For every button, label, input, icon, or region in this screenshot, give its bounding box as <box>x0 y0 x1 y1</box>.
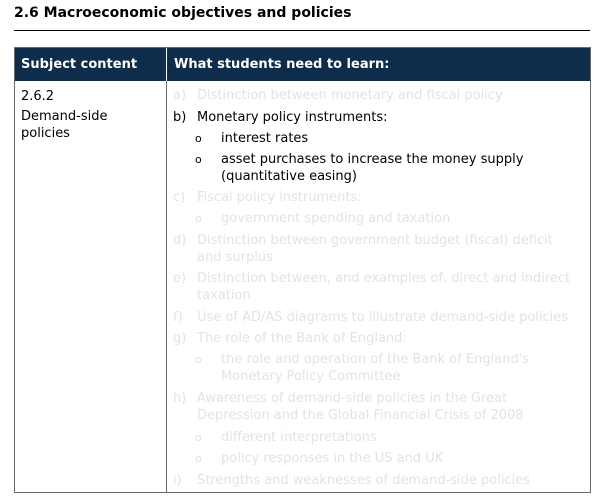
list-item-i: i) Strengths and weaknesses of demand-side policies <box>173 473 530 488</box>
list-subitem-c1: o government spending and taxation <box>195 211 451 226</box>
list-item-f: f) Use of AD/AS diagrams to illustrate demand-side policies <box>173 310 569 325</box>
list-subitem-b2-cont: (quantitative easing) <box>221 169 357 184</box>
list-subitem-h2: o policy responses in the US and UK <box>195 451 444 466</box>
list-subitem-b1: o interest rates <box>195 131 309 146</box>
list-item-d-cont: and surplus <box>197 250 273 265</box>
column-divider <box>166 48 167 492</box>
header-column-divider <box>166 48 167 81</box>
content-table <box>14 47 591 493</box>
list-subitem-b2: o asset purchases to increase the money supply <box>195 152 524 167</box>
list-item-d: d) Distinction between government budget (fiscal) deficit <box>173 233 553 248</box>
subject-title-line2: policies <box>21 126 70 141</box>
list-subitem-h1: o different interpretations <box>195 430 377 445</box>
list-item-c: c) Fiscal policy instruments: <box>173 190 362 205</box>
header-subject-content: Subject content <box>21 57 138 72</box>
list-item-g: g) The role of the Bank of England: <box>173 331 407 346</box>
list-item-b: b) Monetary policy instruments: <box>173 110 388 125</box>
subject-code: 2.6.2 <box>21 89 55 104</box>
table-header <box>15 48 590 81</box>
list-item-h: h) Awareness of demand-side policies in the Great <box>173 391 508 406</box>
list-item-e-cont: taxation <box>197 288 251 303</box>
header-what-students-learn: What students need to learn: <box>174 57 390 72</box>
section-heading: 2.6 Macroeconomic objectives and policies <box>14 5 352 21</box>
list-subitem-g1: o the role and operation of the Bank of England's <box>195 352 530 367</box>
heading-rule <box>14 30 590 31</box>
subject-cell <box>21 88 161 142</box>
list-item-e: e) Distinction between, and examples of, direct and indirect <box>173 271 571 286</box>
list-subitem-g1-cont: Monetary Policy Committee <box>221 369 401 384</box>
list-item-h-cont: Depression and the Global Financial Crisis of 2008 <box>197 408 524 423</box>
subject-title-line1: Demand-side <box>21 109 108 124</box>
list-item-a: a) Distinction between monetary and fiscal policy <box>173 88 503 103</box>
